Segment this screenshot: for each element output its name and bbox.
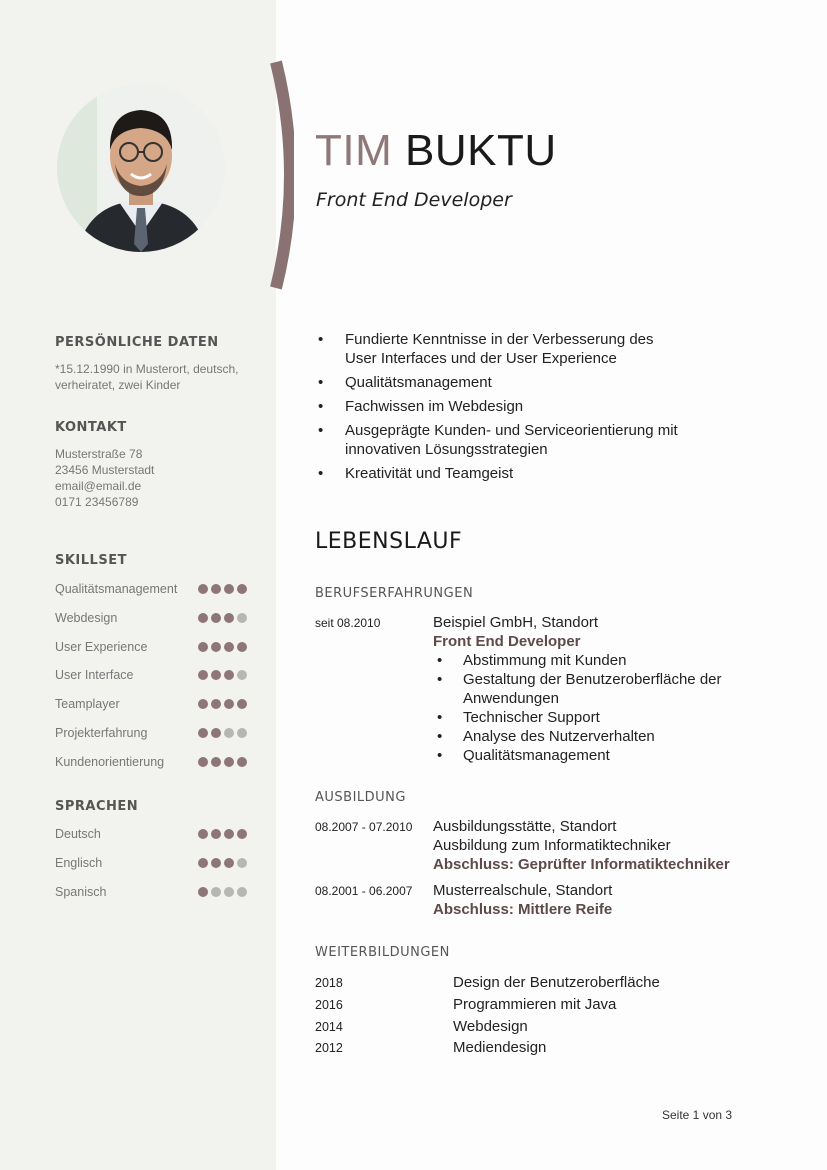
rating-dots bbox=[198, 670, 247, 680]
training-title: Webdesign bbox=[453, 1017, 528, 1035]
rating-label: User Experience bbox=[55, 639, 148, 654]
rating-label: Deutsch bbox=[55, 827, 101, 841]
job-title: Front End Developer bbox=[316, 189, 512, 211]
profile-bullets bbox=[315, 330, 755, 488]
rating-dot-empty bbox=[237, 613, 247, 623]
rating-dots bbox=[198, 728, 247, 738]
bullet-text: User Interfaces und der User Experience bbox=[345, 350, 617, 367]
rating-dot-filled bbox=[224, 670, 234, 680]
education-date-1: 08.2007 - 07.2010 bbox=[315, 820, 413, 834]
page-number: Seite 1 von 3 bbox=[662, 1108, 733, 1122]
training-year: 2018 bbox=[315, 976, 343, 990]
bullet-item: • Ausgeprägte Kunden- und Serviceorientierung mit innovativen Lösungsstrategien bbox=[318, 422, 678, 458]
task-text: Abstimmung mit Kunden bbox=[463, 652, 627, 669]
rating-dot-filled bbox=[211, 670, 221, 680]
contact-block bbox=[55, 446, 154, 510]
rating-dots bbox=[198, 757, 247, 767]
portrait-image bbox=[57, 84, 225, 252]
experience-role: Front End Developer bbox=[433, 633, 581, 650]
bullet-text: Ausgeprägte Kunden- und Serviceorientierung mit bbox=[345, 422, 678, 439]
first-name: TIM bbox=[315, 126, 393, 175]
experience-heading: BERUFSERFAHRUNGEN bbox=[315, 586, 474, 601]
task-text: Technischer Support bbox=[463, 709, 600, 726]
rating-row bbox=[55, 668, 247, 684]
rating-row bbox=[55, 856, 247, 872]
rating-dot-filled bbox=[211, 858, 221, 868]
rating-label: Teamplayer bbox=[55, 697, 120, 712]
rating-label: Spanisch bbox=[55, 885, 107, 899]
contact-heading: KONTAKT bbox=[55, 420, 127, 435]
rating-label: Qualitätsmanagement bbox=[55, 582, 178, 596]
rating-dot-filled bbox=[198, 613, 208, 623]
rating-dots bbox=[198, 887, 247, 897]
rating-dot-filled bbox=[237, 584, 247, 594]
education-entry-1 bbox=[433, 817, 730, 874]
rating-dot-empty bbox=[237, 858, 247, 868]
languages-heading: SPRACHEN bbox=[55, 799, 139, 814]
task-text: Gestaltung der Benutzeroberfläche der bbox=[463, 671, 722, 688]
bullet-text: Fundierte Kenntnisse in der Verbesserung des bbox=[345, 331, 654, 348]
contact-phone: 0171 23456789 bbox=[55, 495, 139, 509]
task-item: • Technischer Support bbox=[437, 709, 600, 726]
status-line: verheiratet, zwei Kinder bbox=[55, 378, 181, 392]
cv-heading: LEBENSLAUF bbox=[315, 529, 463, 554]
personal-data-heading: PERSÖNLICHE DATEN bbox=[55, 335, 219, 350]
task-text: Qualitätsmanagement bbox=[463, 747, 610, 764]
training-year: 2014 bbox=[315, 1019, 343, 1034]
experience-entry bbox=[433, 613, 722, 765]
bullet-text: innovativen Lösungsstrategien bbox=[345, 441, 548, 458]
rating-row bbox=[55, 640, 247, 656]
contact-city: 23456 Musterstadt bbox=[55, 463, 155, 477]
rating-dot-filled bbox=[211, 829, 221, 839]
education-place: Musterrealschule, Standort bbox=[433, 882, 613, 899]
rating-row bbox=[55, 885, 247, 901]
rating-dot-filled bbox=[198, 829, 208, 839]
rating-dot-filled bbox=[224, 757, 234, 767]
rating-dot-filled bbox=[224, 829, 234, 839]
education-degree: Abschluss: Mittlere Reife bbox=[433, 901, 613, 918]
skillset-heading: SKILLSET bbox=[55, 553, 127, 568]
task-item: • Abstimmung mit Kunden bbox=[437, 652, 627, 669]
bullet-text: Kreativität und Teamgeist bbox=[345, 465, 514, 482]
rating-dot-filled bbox=[198, 887, 208, 897]
rating-dot-filled bbox=[224, 584, 234, 594]
bullet-item: • Fundierte Kenntnisse in der Verbesserung des User Interfaces und der User Experience bbox=[318, 331, 654, 367]
training-title: Programmieren mit Java bbox=[453, 995, 617, 1013]
rating-dots bbox=[198, 829, 247, 839]
rating-row bbox=[55, 827, 247, 843]
bullet-item: • Kreativität und Teamgeist bbox=[318, 465, 514, 482]
task-item: • Gestaltung der Benutzeroberfläche der Anwendungen bbox=[437, 671, 722, 707]
rating-row bbox=[55, 697, 247, 713]
task-item: • Analyse des Nutzerverhalten bbox=[437, 728, 655, 745]
bullet-text: Qualitätsmanagement bbox=[345, 374, 492, 391]
bullet-item: • Fachwissen im Webdesign bbox=[318, 398, 524, 415]
rating-dot-filled bbox=[211, 728, 221, 738]
rating-dot-filled bbox=[224, 858, 234, 868]
contact-email: email@email.de bbox=[55, 479, 142, 493]
experience-tasks bbox=[433, 651, 722, 765]
rating-dots bbox=[198, 613, 247, 623]
task-item: • Qualitätsmanagement bbox=[437, 747, 610, 764]
bullet-text: Fachwissen im Webdesign bbox=[345, 398, 524, 415]
education-entry-2 bbox=[433, 881, 612, 919]
rating-dot-filled bbox=[224, 699, 234, 709]
rating-label: Webdesign bbox=[55, 610, 118, 625]
profile-photo bbox=[57, 84, 225, 252]
task-text: Anwendungen bbox=[463, 690, 559, 707]
education-date-2: 08.2001 - 06.2007 bbox=[315, 884, 413, 898]
rating-dot-filled bbox=[211, 642, 221, 652]
rating-row bbox=[55, 582, 247, 598]
rating-row bbox=[55, 755, 247, 771]
bullet-item: • Qualitätsmanagement bbox=[318, 374, 492, 391]
rating-dot-filled bbox=[198, 670, 208, 680]
rating-label: Projekterfahrung bbox=[55, 726, 148, 740]
rating-label: Kundenorientierung bbox=[55, 754, 165, 769]
rating-dot-filled bbox=[198, 584, 208, 594]
rating-dots bbox=[198, 642, 247, 652]
last-name: BUKTU bbox=[405, 126, 557, 175]
rating-dots bbox=[198, 858, 247, 868]
rating-dot-filled bbox=[198, 757, 208, 767]
training-title: Design der Benutzeroberfläche bbox=[453, 974, 660, 991]
rating-dot-empty bbox=[237, 887, 247, 897]
task-text: Analyse des Nutzerverhalten bbox=[463, 728, 655, 745]
rating-dot-filled bbox=[237, 757, 247, 767]
rating-dot-filled bbox=[237, 642, 247, 652]
birth-line: *15.12.1990 in Musterort, deutsch, bbox=[55, 362, 239, 376]
rating-dot-filled bbox=[198, 858, 208, 868]
rating-dot-filled bbox=[198, 699, 208, 709]
education-place: Ausbildungsstätte, Standort bbox=[433, 818, 617, 835]
rating-dot-filled bbox=[211, 613, 221, 623]
training-year: 2012 bbox=[315, 1041, 343, 1056]
rating-dots bbox=[198, 584, 247, 594]
training-year: 2016 bbox=[315, 997, 343, 1012]
rating-dot-empty bbox=[237, 728, 247, 738]
rating-dots bbox=[198, 699, 247, 709]
rating-label: Englisch bbox=[55, 856, 103, 870]
rating-dot-filled bbox=[237, 699, 247, 709]
experience-date: seit 08.2010 bbox=[315, 616, 381, 630]
rating-dot-filled bbox=[211, 699, 221, 709]
experience-company: Beispiel GmbH, Standort bbox=[433, 614, 599, 631]
rating-dot-filled bbox=[211, 584, 221, 594]
education-degree: Abschluss: Geprüfter Informatiktechniker bbox=[433, 856, 730, 873]
training-title: Mediendesign bbox=[453, 1039, 547, 1057]
rating-dot-empty bbox=[224, 887, 234, 897]
rating-dot-filled bbox=[198, 728, 208, 738]
training-heading: WEITERBILDUNGEN bbox=[315, 945, 450, 960]
rating-dot-empty bbox=[224, 728, 234, 738]
education-course: Ausbildung zum Informatiktechniker bbox=[433, 837, 671, 854]
rating-dot-filled bbox=[198, 642, 208, 652]
rating-dot-filled bbox=[237, 829, 247, 839]
contact-street: Musterstraße 78 bbox=[55, 447, 143, 461]
rating-dot-filled bbox=[224, 613, 234, 623]
rating-row bbox=[55, 726, 247, 742]
rating-dot-empty bbox=[211, 887, 221, 897]
candidate-name bbox=[315, 126, 557, 176]
rating-dot-filled bbox=[224, 642, 234, 652]
rating-row bbox=[55, 611, 247, 627]
rating-dot-filled bbox=[211, 757, 221, 767]
rating-label: User Interface bbox=[55, 668, 134, 683]
rating-dot-empty bbox=[237, 670, 247, 680]
personal-data-text bbox=[55, 361, 238, 393]
education-heading: AUSBILDUNG bbox=[315, 790, 406, 805]
